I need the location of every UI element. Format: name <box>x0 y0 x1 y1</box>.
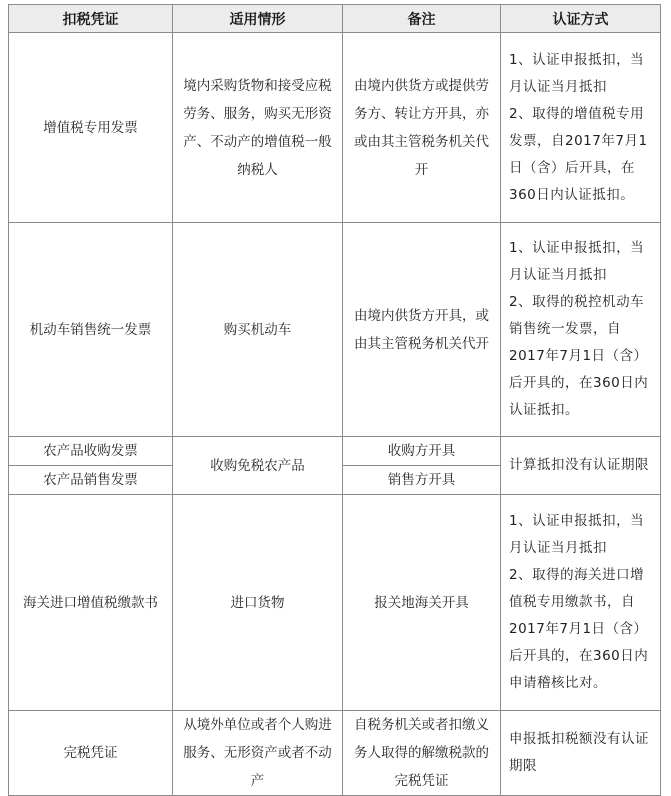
header-row <box>9 5 661 33</box>
header-note: 备注 <box>343 5 501 33</box>
method-line: 申报抵扣税额没有认证期限 <box>509 731 649 774</box>
voucher-cell: 海关进口增值税缴款书 <box>9 495 173 711</box>
method-cell <box>501 223 661 437</box>
method-cell <box>501 33 661 223</box>
voucher-cell: 农产品销售发票 <box>9 466 173 495</box>
note-cell: 收购方开具 <box>343 437 501 466</box>
table-row <box>9 223 661 437</box>
table-row <box>9 33 661 223</box>
method-cell <box>501 437 661 495</box>
scenario-cell: 购买机动车 <box>173 223 343 437</box>
voucher-cell: 完税凭证 <box>9 711 173 796</box>
table-row <box>9 711 661 796</box>
scenario-cell: 境内采购货物和接受应税劳务、服务，购买无形资产、不动产的增值税一般纳税人 <box>173 33 343 223</box>
note-cell: 由境内供货方或提供劳务方、转让方开具，亦或由其主管税务机关代开 <box>343 33 501 223</box>
deduction-voucher-table <box>8 4 661 796</box>
scenario-cell: 进口货物 <box>173 495 343 711</box>
scenario-cell: 从境外单位或者个人购进服务、无形资产或者不动产 <box>173 711 343 796</box>
note-cell: 自税务机关或者扣缴义务人取得的解缴税款的完税凭证 <box>343 711 501 796</box>
method-line: 1、认证申报抵扣，当月认证当月抵扣 <box>509 240 645 283</box>
method-line: 1、认证申报抵扣，当月认证当月抵扣 <box>509 51 645 95</box>
note-cell: 销售方开具 <box>343 466 501 495</box>
method-cell <box>501 711 661 796</box>
header-scenario: 适用情形 <box>173 5 343 33</box>
note-cell: 报关地海关开具 <box>343 495 501 711</box>
voucher-cell: 农产品收购发票 <box>9 437 173 466</box>
method-line: 2、取得的海关进口增值税专用缴款书，自2017年7月1日（含）后开具的，在360日内申请稽核比对。 <box>509 567 649 691</box>
header-method: 认证方式 <box>501 5 661 33</box>
table-row <box>9 437 661 466</box>
voucher-cell: 增值税专用发票 <box>9 33 173 223</box>
method-line: 2、取得的增值税专用发票，自2017年7月1日（含）后开具，在360日内认证抵扣。 <box>509 105 648 203</box>
header-voucher: 扣税凭证 <box>9 5 173 33</box>
method-line: 2、取得的税控机动车销售统一发票，自2017年7月1日（含）后开具的，在360日内认证抵扣。 <box>509 294 649 418</box>
note-cell: 由境内供货方开具，或由其主管税务机关代开 <box>343 223 501 437</box>
method-line: 计算抵扣没有认证期限 <box>509 457 649 473</box>
voucher-cell: 机动车销售统一发票 <box>9 223 173 437</box>
method-cell <box>501 495 661 711</box>
scenario-cell: 收购免税农产品 <box>173 437 343 495</box>
table-row <box>9 495 661 711</box>
method-line: 1、认证申报抵扣，当月认证当月抵扣 <box>509 513 645 556</box>
